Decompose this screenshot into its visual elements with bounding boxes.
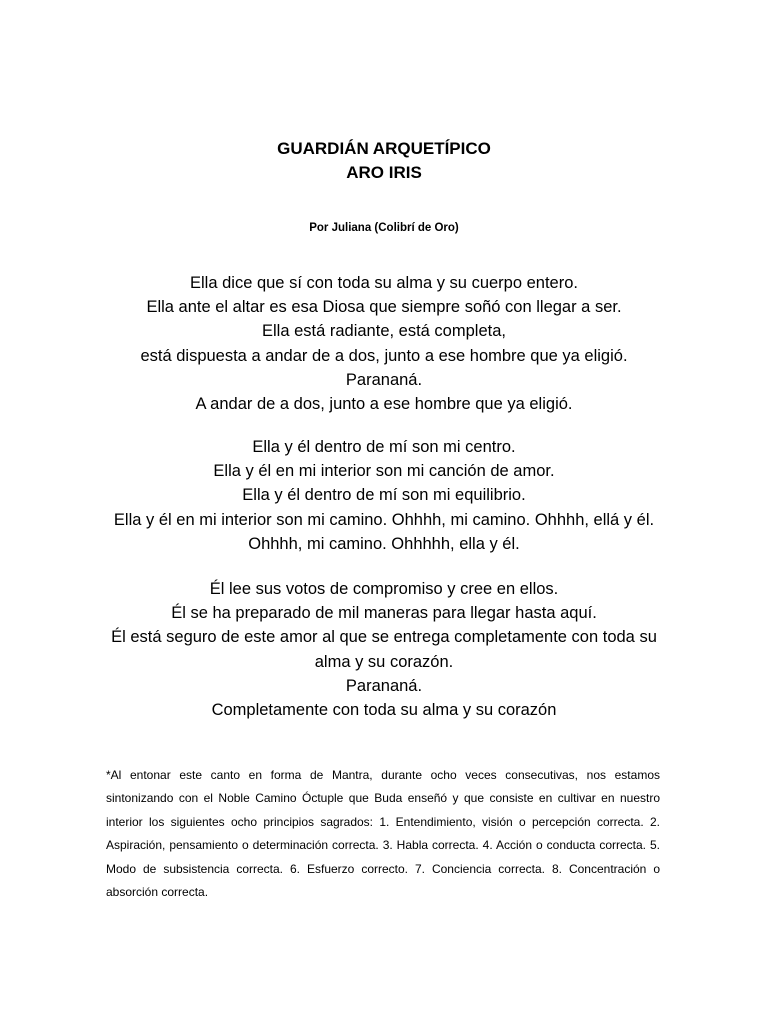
verse-line: está dispuesta a andar de a dos, junto a ese hombre que ya eligió. bbox=[140, 346, 628, 365]
verse-line: Parananá. bbox=[345, 676, 423, 695]
verse-line: Ella está radiante, está completa, bbox=[262, 322, 506, 341]
verse-line: Él está seguro de este amor al que se entrega completamente con toda su alma y su corazón. bbox=[111, 628, 657, 671]
verse-line: Él se ha preparado de mil maneras para llegar hasta aquí. bbox=[171, 604, 597, 623]
stanza-2 bbox=[100, 435, 668, 556]
verse-line: Completamente con toda su alma y su corazón bbox=[211, 701, 557, 720]
verse-line: Ella y él en mi interior son mi camino. Ohhhh, mi camino. Ohhhh, ellá y él. Ohhhh, mi camino. Ohhhhh, ella y él. bbox=[113, 510, 655, 553]
stanza-1 bbox=[100, 271, 668, 416]
verse-line: Parananá. bbox=[345, 370, 423, 389]
stanza-3 bbox=[100, 577, 668, 722]
verse-line: Él lee sus votos de compromiso y cree en ellos. bbox=[209, 580, 559, 598]
document-subtitle: ARO IRIS bbox=[346, 163, 422, 182]
author-credit: Por Juliana (Colibrí de Oro) bbox=[309, 222, 459, 234]
footnote: *Al entonar este canto en forma de Mantra, durante ocho veces consecutivas, nos estamos sintonizando con el Noble Camino Óctuple que Buda enseñó y que consiste en cultivar en nuestro interior los siguientes ocho principios sagrados: 1. Entendimiento, visión o percepción correcta. 2. Aspiración, pensamiento o determinación correcta. 3. Habla correcta. 4. Acción o conducta correcta. 5. Modo de subsistencia correcta. 6. Esfuerzo correcto. 7. Conciencia correcta. 8. Concentración o absorción correcta. bbox=[106, 768, 660, 900]
verse-line: Ella dice que sí con toda su alma y su cuerpo entero. bbox=[190, 274, 578, 292]
verse-line: Ella y él dentro de mí son mi equilibrio. bbox=[242, 486, 526, 505]
verse-line: Ella y él en mi interior son mi canción de amor. bbox=[213, 462, 555, 481]
verse-line: Ella y él dentro de mí son mi centro. bbox=[252, 438, 516, 456]
verse-line: Ella ante el altar es esa Diosa que siempre soñó con llegar a ser. bbox=[146, 298, 622, 317]
verse-line: A andar de a dos, junto a ese hombre que ya eligió. bbox=[195, 395, 573, 414]
document-title: GUARDIÁN ARQUETÍPICO bbox=[277, 139, 491, 158]
